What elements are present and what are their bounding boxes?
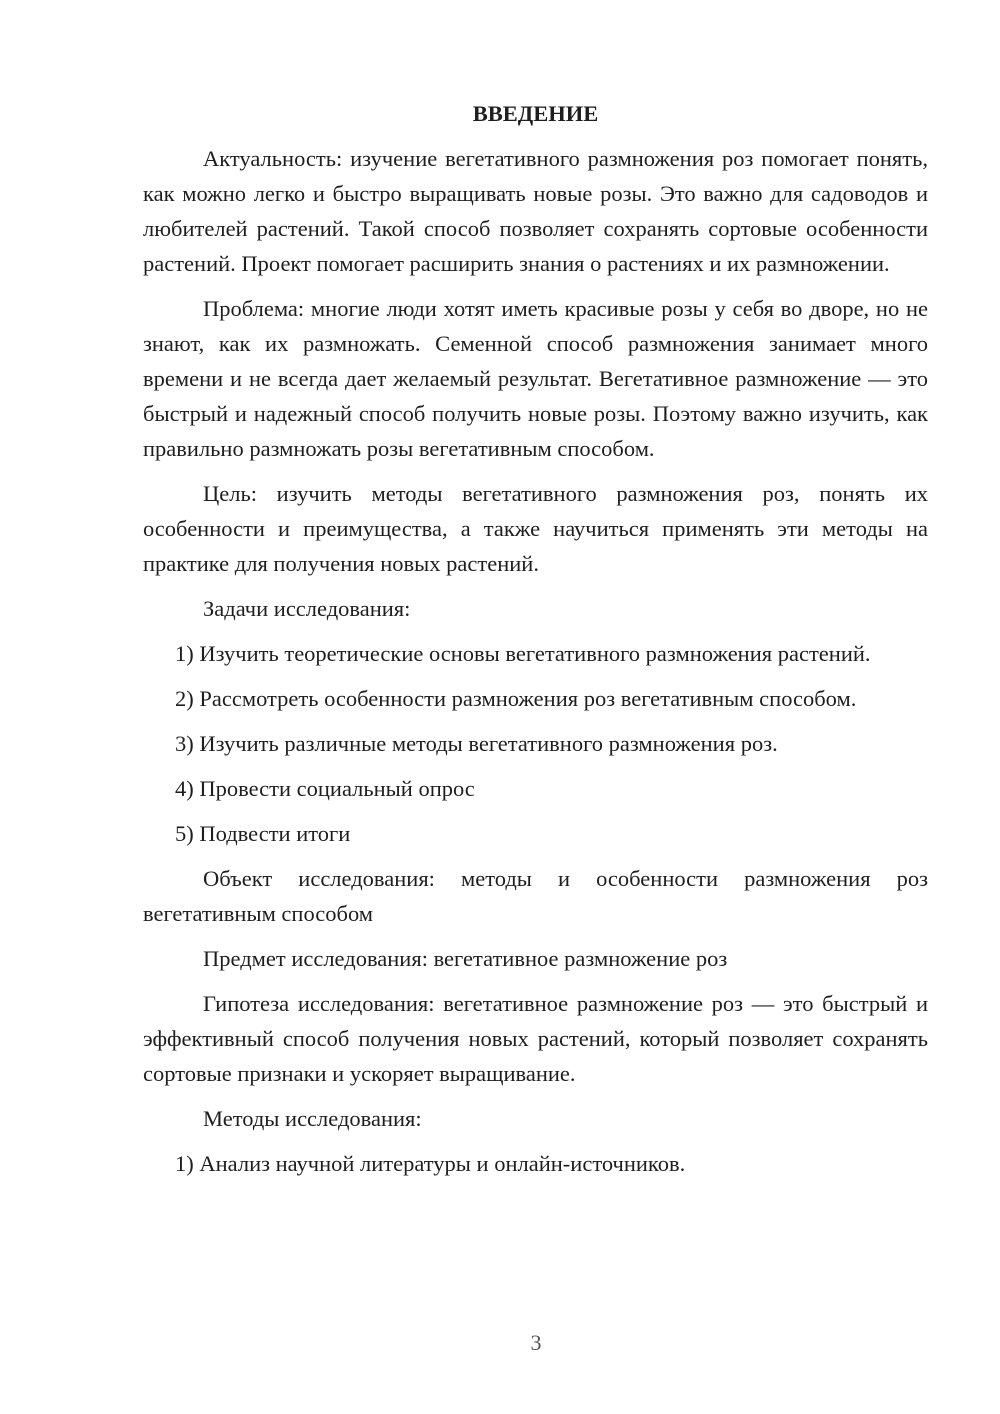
page-title: ВВЕДЕНИЕ	[472, 101, 599, 126]
tasks-heading: Задачи исследования:	[203, 596, 411, 621]
page-number: 3	[530, 1330, 542, 1355]
problem-paragraph: Проблема: многие люди хотят иметь красивые розы у себя во дворе, но не знают, как их размножать. Семенной способ размножения занимает много времени и не всегда дает желаемый результат. Вегетативное размножение — это быстрый и надежный способ получить новые розы. Поэтому важно изучить, как правильно размножать розы вегетативным способом.	[143, 296, 928, 461]
task-item: 3) Изучить различные методы вегетативного размножения роз.	[175, 731, 778, 756]
goal-paragraph: Цель: изучить методы вегетативного размножения роз, понять их особенности и преимущества, а также научиться применять эти методы на практике для получения новых растений.	[143, 481, 928, 576]
hypothesis-paragraph: Гипотеза исследования: вегетативное размножение роз — это быстрый и эффективный способ получения новых растений, который позволяет сохранять сортовые признаки и ускоряет выращивание.	[143, 991, 928, 1086]
task-item: 5) Подвести итоги	[175, 821, 351, 846]
task-item: 1) Изучить теоретические основы вегетативного размножения растений.	[175, 641, 871, 666]
subject-paragraph: Предмет исследования: вегетативное размножение роз	[203, 946, 728, 971]
relevance-paragraph: Актуальность: изучение вегетативного размножения роз помогает понять, как можно легко и быстро выращивать новые розы. Это важно для садоводов и любителей растений. Такой способ позволяет сохранять сортовые особенности растений. Проект помогает расширить знания о растениях и их размножении.	[143, 146, 928, 276]
task-item: 2) Рассмотреть особенности размножения роз вегетативным способом.	[175, 686, 857, 711]
methods-heading: Методы исследования:	[203, 1106, 422, 1131]
page-body	[143, 96, 928, 1191]
method-item: 1) Анализ научной литературы и онлайн-источников.	[175, 1151, 686, 1176]
object-paragraph: Объект исследования: методы и особенности размножения роз вегетативным способом	[143, 866, 928, 926]
task-item: 4) Провести социальный опрос	[175, 776, 475, 801]
